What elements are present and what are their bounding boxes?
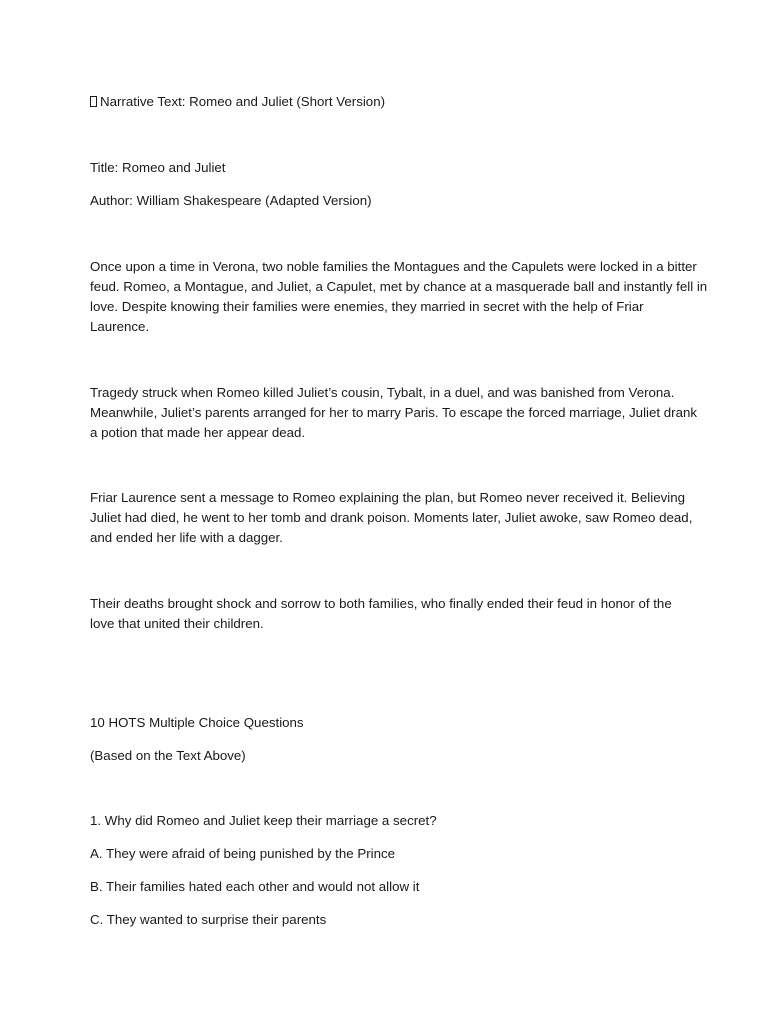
questions-heading: 10 HOTS Multiple Choice Questions bbox=[90, 715, 304, 730]
question-1-option-b: B. Their families hated each other and would not allow it bbox=[90, 879, 420, 894]
missing-glyph-icon bbox=[90, 96, 97, 107]
title-line: Title: Romeo and Juliet bbox=[90, 160, 226, 175]
document-heading bbox=[90, 92, 690, 112]
paragraph-line: a potion that made her appear dead. bbox=[90, 425, 306, 440]
questions-subheading: (Based on the Text Above) bbox=[90, 748, 246, 763]
paragraph-line: Tragedy struck when Romeo killed Juliet’s cousin, Tybalt, in a duel, and was banished from Verona. bbox=[90, 385, 675, 400]
paragraph-line: Meanwhile, Juliet’s parents arranged for her to marry Paris. To escape the forced marriage, Juliet drank bbox=[90, 405, 698, 420]
paragraph-line: feud. Romeo, a Montague, and Juliet, a Capulet, met by chance at a masquerade ball and instantly fell in bbox=[90, 279, 708, 294]
paragraph-line: Laurence. bbox=[90, 319, 150, 334]
paragraph-line: and ended her life with a dagger. bbox=[90, 530, 283, 545]
author-line: Author: William Shakespeare (Adapted Version) bbox=[90, 193, 372, 208]
paragraph-line: Once upon a time in Verona, two noble families the Montagues and the Capulets were locked in a bitter bbox=[90, 259, 697, 274]
paragraph-line: Friar Laurence sent a message to Romeo explaining the plan, but Romeo never received it. Believing bbox=[90, 490, 685, 505]
paragraph-3 bbox=[90, 488, 693, 548]
paragraph-line: Juliet had died, he went to her tomb and drank poison. Moments later, Juliet awoke, saw Romeo dead, bbox=[90, 510, 693, 525]
paragraph-4 bbox=[90, 594, 690, 634]
paragraph-line: Their deaths brought shock and sorrow to both families, who finally ended their feud in honor of the bbox=[90, 596, 672, 611]
paragraph-line: love. Despite knowing their families were enemies, they married in secret with the help of Friar bbox=[90, 299, 644, 314]
document-heading-text: Narrative Text: Romeo and Juliet (Short Version) bbox=[100, 94, 386, 109]
paragraph-2 bbox=[90, 383, 698, 443]
question-1-option-c: C. They wanted to surprise their parents bbox=[90, 912, 327, 927]
question-1-prompt: 1. Why did Romeo and Juliet keep their marriage a secret? bbox=[90, 813, 437, 828]
question-1-option-a: A. They were afraid of being punished by the Prince bbox=[90, 846, 396, 861]
paragraph-line: love that united their children. bbox=[90, 616, 264, 631]
paragraph-1 bbox=[90, 257, 708, 337]
